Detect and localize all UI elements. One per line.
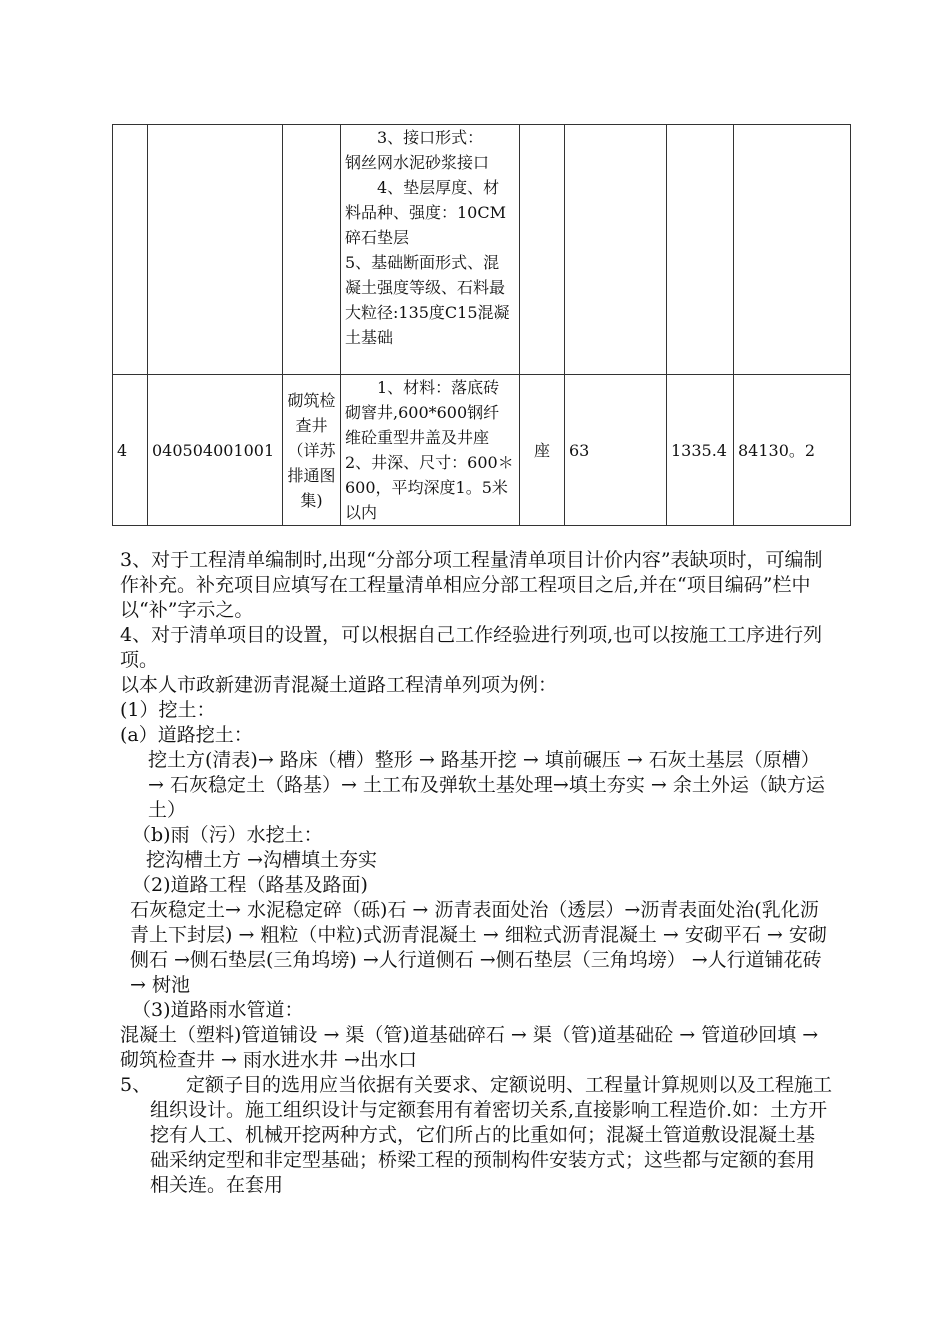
paragraph: 以本人市政新建沥青混凝土道路工程清单列项为例： [120,674,558,696]
cell-price: 1335.4 [667,375,734,526]
desc-line: 2、井深、尺寸：600＊600，平均深度1。5米以内 [345,453,514,522]
document-body [120,548,832,1198]
cell-qty: 63 [565,375,667,526]
desc-line: 3、接口形式： [377,128,484,147]
cell-unit: 座 [520,375,565,526]
cell-description [341,125,520,375]
cell-code: 040504001001 [148,375,283,526]
paragraph [120,1073,832,1198]
cell-total [734,125,851,375]
paragraph: 石灰稳定土→ 水泥稳定碎（砾)石 → 沥青表面处治（透层）→沥青表面处治(乳化沥青上下封层) → 粗粒（中粒)式沥青混凝土 → 细粒式沥青混凝土 → 安砌平石 → 安砌侧石 →侧石垫层(三角坞塝) →人行道侧石 →侧石垫层（三角坞塝） →人行道铺花砖 → 树池 [130,899,827,996]
cell-total: 84130。2 [734,375,851,526]
cell-price [667,125,734,375]
paragraph: (1）挖土： [120,699,216,721]
table-row [113,125,851,375]
paragraph: （2)道路工程（路基及路面) [132,874,368,896]
paragraph: （b)雨（污）水挖土： [132,824,323,846]
cell-description [341,375,520,526]
cell-no: 4 [113,375,148,526]
list-number: 5、 [120,1074,152,1096]
bill-of-quantities-table [112,124,851,526]
table-row [113,375,851,526]
desc-line: 4、垫层厚度、材料品种、强度：10CM碎石垫层 [345,178,506,247]
desc-line: 钢丝网水泥砂浆接口 [345,153,490,172]
paragraph: 混凝土（塑料)管道铺设 → 渠（管)道基础碎石 → 渠（管)道基础砼 → 管道砂回填 → 砌筑检查井 → 雨水进水井 →出水口 [120,1024,819,1071]
cell-name [283,125,341,375]
paragraph: （3)道路雨水管道： [132,999,304,1021]
cell-unit [520,125,565,375]
cell-qty [565,125,667,375]
paragraph: (a）道路挖土： [120,724,253,746]
desc-line: 1、材料：落底砖砌窨井,600*600钢纤维砼重型井盖及井座 [345,378,500,447]
cell-no [113,125,148,375]
paragraph: 4、对于清单项目的设置，可以根据自己工作经验进行列项,也可以按施工工序进行列项。 [120,624,823,671]
paragraph: 3、对于工程清单编制时,出现“分部分项工程量清单项目计价内容”表缺项时，可编制作补充。补充项目应填写在工程量清单相应分部工程项目之后,并在“项目编码”栏中以“补”字示之。 [120,549,823,621]
paragraph-text: 定额子目的选用应当依据有关要求、定额说明、工程量计算规则以及工程施工组织设计。施工组织设计与定额套用有着密切关系,直接影响工程造价.如：土方开挖有人工、机械开挖两种方式，它们所占的比重如何；混凝土管道敷设混凝土基础采纳定型和非定型基础；桥梁工程的预制构件安装方式；这些都与定额的套用相关连。在套用 [150,1074,833,1196]
paragraph: 挖沟槽土方 →沟槽填土夯实 [146,849,377,871]
cell-name: 砌筑检查井（详苏排通图集) [283,375,341,526]
desc-line: 5、基础断面形式、混凝土强度等级、石料最大粒径:135度C15混凝土基础 [345,253,510,347]
paragraph: 挖土方(清表)→ 路床（槽）整形 → 路基开挖 → 填前碾压 → 石灰土基层（原槽）→ 石灰稳定土（路基）→ 土工布及弹软土基处理→填土夯实 → 余土外运（缺方运土） [148,749,825,821]
cell-code [148,125,283,375]
